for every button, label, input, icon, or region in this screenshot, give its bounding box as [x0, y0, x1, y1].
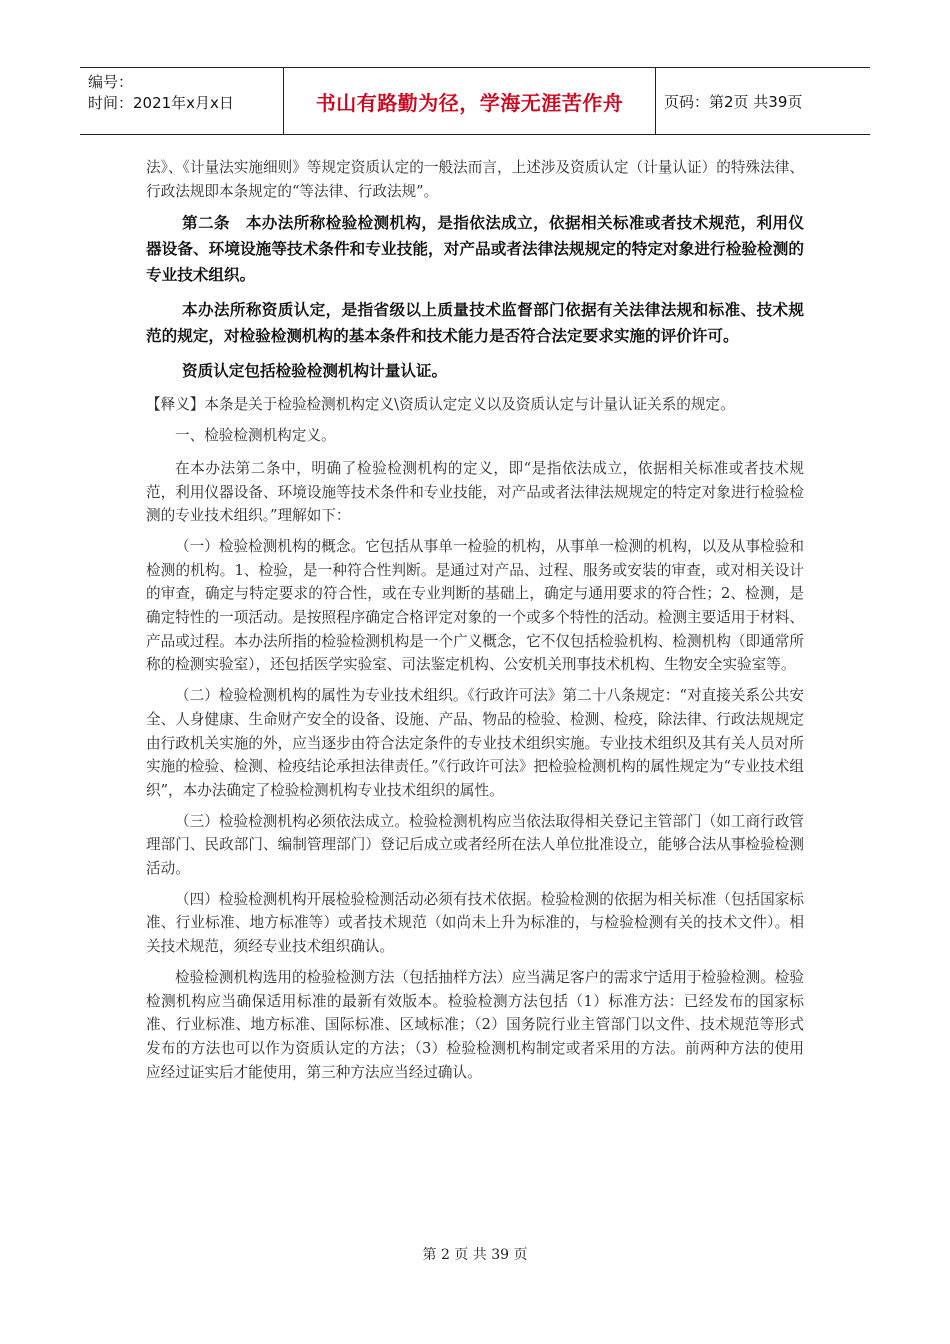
document-body — [146, 156, 804, 1091]
header-page-code: 页码：第2页 共39页 — [664, 92, 803, 111]
document-number-label: 编号： — [88, 73, 134, 91]
section-heading-1: 一、检验检测机构定义。 — [175, 427, 336, 445]
page-footer: 第 2 页 共 39 页 — [422, 1247, 528, 1263]
interpretation-intro: 【释义】本条是关于检验检测机构定义\资质认定定义以及资质认定与计量认证关系的规定。 — [146, 396, 735, 414]
paragraph-technical-basis: （四）检验检测机构开展检验检测活动必须有技术依据。检验检测的依据为相关标准（包括国家标准、行业标准、地方标准等）或者技术规范（如尚未上升为标准的，与检验检测有关的技术文件）。相关技术规范，须经专业技术组织确认。 — [146, 890, 804, 956]
header-meta-cell — [80, 68, 284, 134]
header-motto: 书山有路勤为径，学海无涯苦作舟 — [284, 68, 656, 134]
document-time-label: 时间：2021年x月x日 — [88, 94, 234, 112]
paragraph-establishment: （三）检验检测机构必须依法成立。检验检测机构应当依法取得相关登记主管部门（如工商行政管理部门、民政部门、编制管理部门）登记后成立或者经所在法人单位批准设立，能够合法从事检验检测活动。 — [146, 812, 804, 878]
article-2-qualification: 本办法所称资质认定，是指省级以上质量技术监督部门依据有关法律法规和标准、技术规范的规定，对检验检测机构的基本条件和技术能力是否符合法定要求实施的评价许可。 — [146, 301, 804, 346]
article-2-definition: 第二条 本办法所称检验检测机构，是指依法成立，依据相关标准或者技术规范，利用仪器设备、环境设施等技术条件和专业技能，对产品或者法律法规规定的特定对象进行检验检测的专业技术组织。 — [146, 214, 804, 285]
paragraph-continuation: 法》、《计量法实施细则》等规定资质认定的一般法而言，上述涉及资质认定（计量认证）的特殊法律、行政法规即本条规定的“等法律、行政法规”。 — [146, 159, 804, 200]
page-header — [80, 67, 870, 135]
paragraph-definition-quote: 在本办法第二条中，明确了检验检测机构的定义，即“是指依法成立，依据相关标准或者技术规范，利用仪器设备、环境设施等技术条件和专业技能，对产品或者法律法规规定的特定对象进行检验检测的专业技术组织。”理解如下： — [146, 459, 804, 525]
article-2-metrology: 资质认定包括检验检测机构计量认证。 — [182, 362, 448, 381]
paragraph-concept: （一）检验检测机构的概念。它包括从事单一检验的机构，从事单一检测的机构，以及从事检验和检测的机构。1、检验，是一种符合性判断。是通过对产品、过程、服务或安装的审查，或对相关设计的审查，确定与特定要求的符合性，或在专业判断的基础上，确定与通用要求的符合性；2、检测，是确定特性的一项活动。是按照程序确定合格评定对象的一个或多个特性的活动。检测主要适用于材料、产品或过程。本办法所指的检验检测机构是一个广义概念，它不仅包括检验机构、检测机构（即通常所称的检测实验室），还包括医学实验室、司法鉴定机构、公安机关刑事技术机构、生物安全实验室等。 — [146, 537, 804, 674]
paragraph-attribute: （二）检验检测机构的属性为专业技术组织。《行政许可法》第二十八条规定：“对直接关系公共安全、人身健康、生命财产安全的设备、设施、产品、物品的检验、检测、检疫，除法律、行政法规规定由行政机关实施的外，应当逐步由符合法定条件的专业技术组织实施。专业技术组织及其有关人员对所实施的检验、检测、检疫结论承担法律责任。”《行政许可法》把检验检测机构的属性规定为“专业技术组织”，本办法确定了检验检测机构专业技术组织的属性。 — [146, 687, 804, 799]
paragraph-methods: 检验检测机构选用的检验检测方法（包括抽样方法）应当满足客户的需求宁适用于检验检测。检验检测机构应当确保适用标准的最新有效版本。检验检测方法包括（1）标准方法：已经发布的国家标准、行业标准、地方标准、国际标准、区域标准；（2）国务院行业主管部门以文件、技术规范等形式发布的方法也可以作为资质认定的方法；（3）检验检测机构制定或者采用的方法。前两种方法的使用应经过证实后才能使用，第三种方法应当经过确认。 — [146, 968, 804, 1081]
